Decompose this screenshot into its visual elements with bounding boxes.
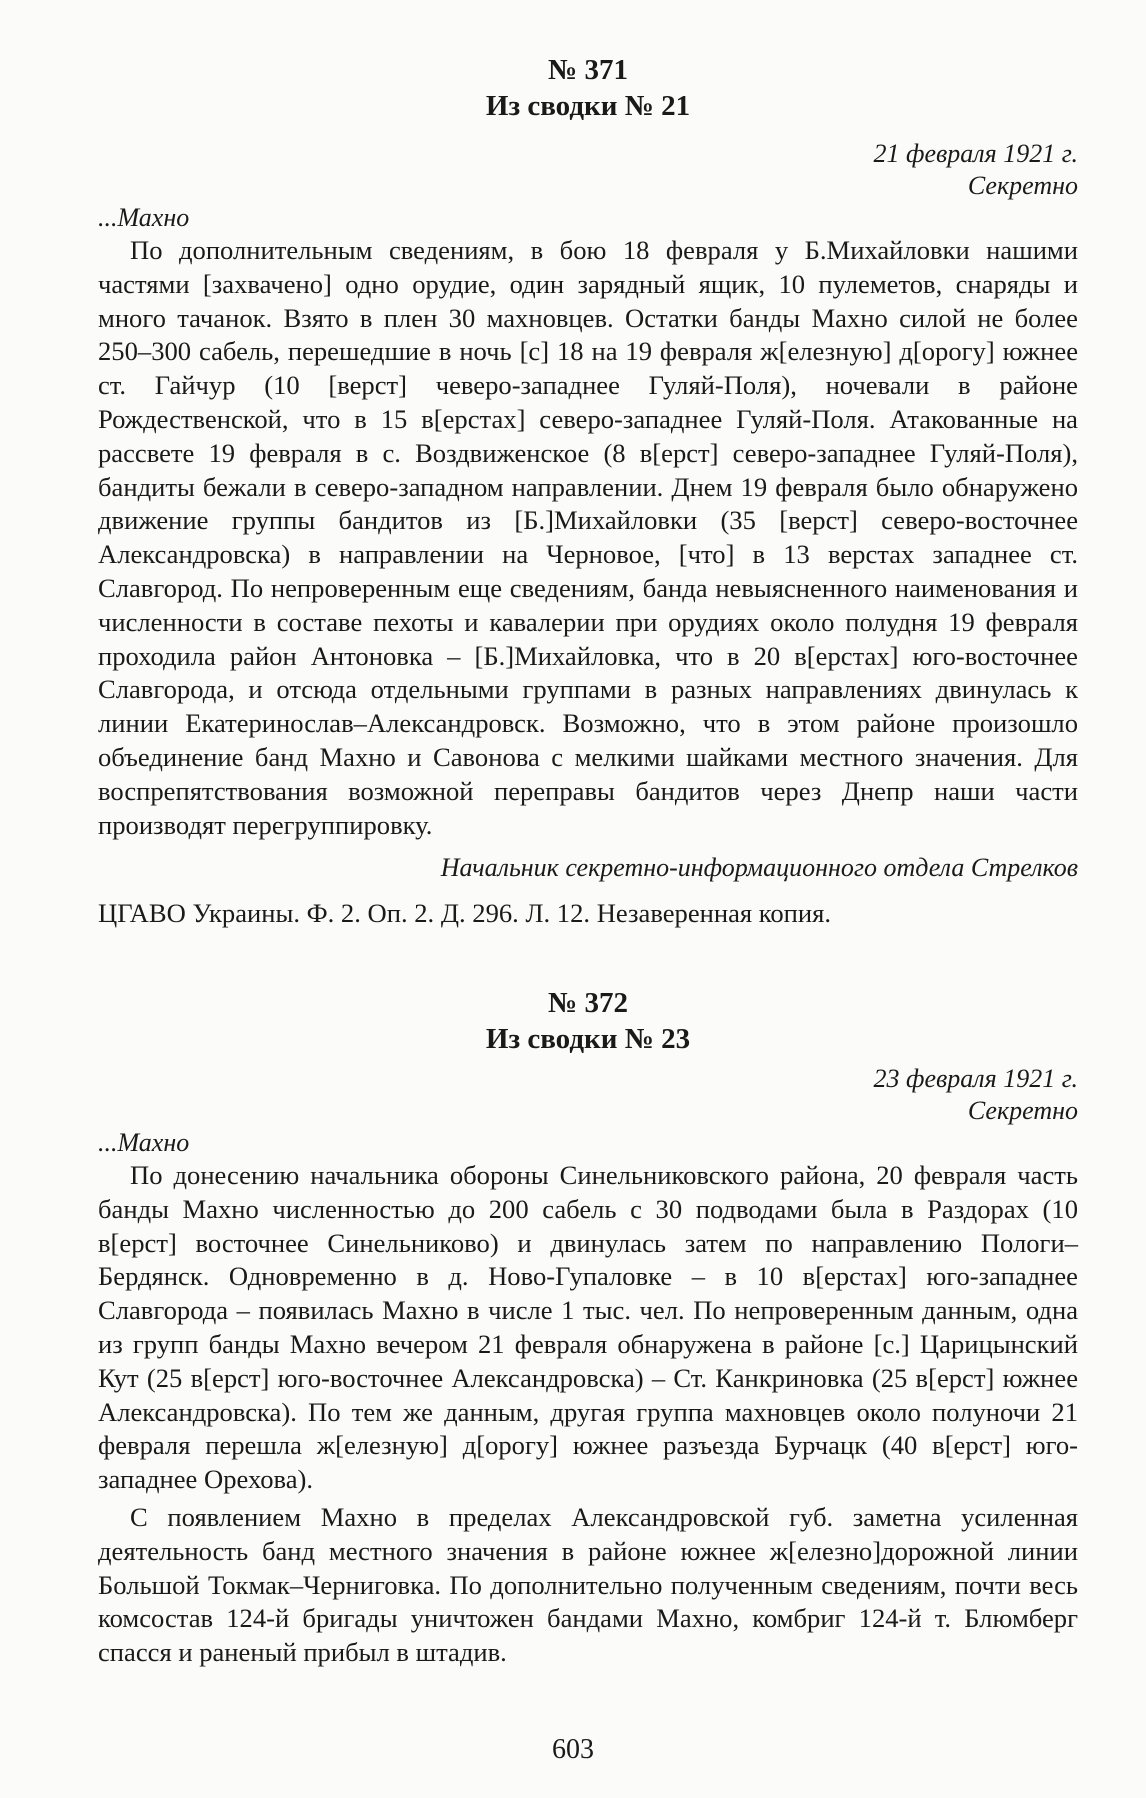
document-date: 23 февраля 1921 г. <box>873 1064 1078 1093</box>
archive-reference: ЦГАВО Украины. Ф. 2. Оп. 2. Д. 296. Л. 12. Незаверенная копия. <box>98 898 832 929</box>
document-subject: ...Махно <box>98 203 190 232</box>
document-371 <box>98 52 1078 930</box>
body-paragraph: По донесению начальника обороны Синельниковского района, 20 февраля часть банды Махно численностью до 200 сабель с 30 подводами была в Раздорах (10 в[ерст] восточнее Синельниково) и двинулась затем по направлению Пологи–Бердянск. Одновременно в д. Ново-Гупаловке – в 10 в[ерстах] юго-западнее Славгорода – появилась Махно в числе 1 тыс. чел. По непроверенным данным, одна из групп банды Махно вечером 21 февраля обнаружена в районе [с.] Царицынский Кут (25 в[ерст] юго-восточнее Александровска) – Ст. Канкриновка (25 в[ерст] южнее Александровска). По тем же данным, другая группа махновцев около полуночи 21 февраля перешла ж[елезную] д[орогу] южнее разъезда Бурчацк (40 в[ерст] юго-западнее Орехова). <box>98 1160 1078 1495</box>
document-subject: ...Махно <box>98 1128 190 1157</box>
body-paragraph: По дополнительным сведениям, в бою 18 февраля у Б.Михайловки нашими частями [захвачено] одно орудие, один зарядный ящик, 10 пулеметов, снаряды и много тачанок. Взято в плен 30 махновцев. Остатки банды Махно силой не более 250–300 сабель, перешедшие в ночь [с] 18 на 19 февраля ж[елезную] д[орогу] южнее ст. Гайчур (10 [верст] чеверо-западнее Гуляй-Поля), ночевали в районе Рождественской, что в 15 в[ерстах] северо-западнее Гуляй-Поля. Атакованные на рассвете 19 февраля в с. Воздвиженское (8 в[ерст] северо-западнее Гуляй-Поля), бандиты бежали в северо-западном направлении. Днем 19 февраля было обнаружено движение группы бандитов из [Б.]Михайловки (35 [верст] северо-восточнее Александровска) в направлении на Черновое, [что] в 13 верстах западнее ст. Славгород. По непроверенным еще сведениям, банда невыясненного наименования и численности в составе пехоты и кавалерии при орудиях около полудня 19 февраля проходила район Антоновка – [Б.]Михайловка, что в 20 в[ерстах] юго-восточнее Славгорода, и отсюда отдельными группами в разных направлениях двинулась к линии Екатеринослав–Александровск. Возможно, что в этом районе произошло объединение банд Махно и Савонова с мелкими шайками местного значения. Для воспрепятствования возможной переправы бандитов через Днепр наши части производят перегруппировку. <box>98 235 1078 840</box>
classification-label: Секретно <box>967 171 1078 200</box>
signature: Начальник секретно-информационного отдела Стрелков <box>440 853 1078 883</box>
document-number: № 371 <box>548 54 628 86</box>
page-number: 603 <box>552 1734 594 1765</box>
document-number: № 372 <box>548 987 628 1019</box>
document-date: 21 февраля 1921 г. <box>873 139 1078 168</box>
document-title: Из сводки № 23 <box>485 1023 691 1055</box>
document-title: Из сводки № 21 <box>485 90 691 122</box>
classification-label: Секретно <box>967 1096 1078 1125</box>
body-paragraph: С появлением Махно в пределах Александровской губ. заметна усиленная деятельность банд местного значения в районе южнее ж[елезно]дорожной линии Большой Токмак–Черниговка. По дополнительно полученным сведениям, почти весь комсостав 124-й бригады уничтожен бандами Махно, комбриг 124-й т. Блюмберг спасся и раненый прибыл в штадив. <box>98 1501 1078 1668</box>
document-372 <box>98 985 1078 1670</box>
